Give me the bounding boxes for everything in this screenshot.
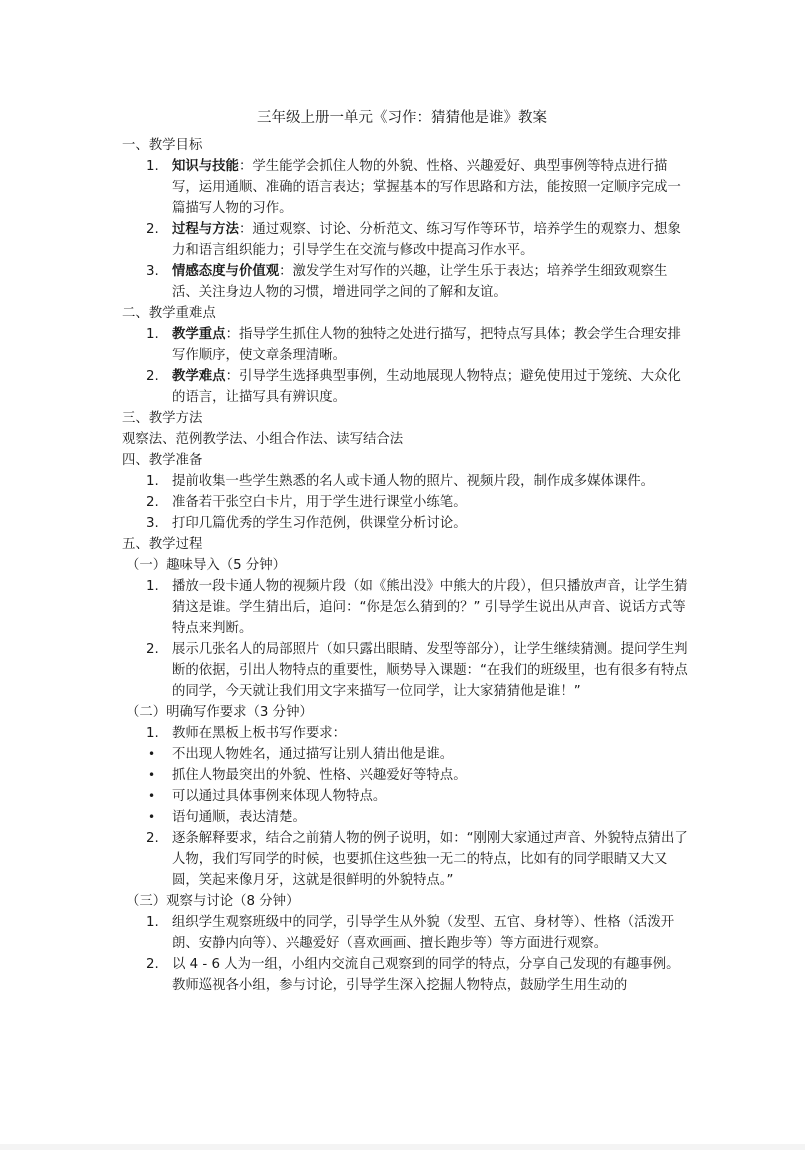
item-label: 知识与技能 [172,159,239,174]
section-heading-key-points: 二、教学重难点 [122,306,216,321]
list-item [122,513,692,534]
list-item [122,639,692,702]
item-number: 2. [146,957,159,972]
item-text: 语句通顺，表达清楚。 [172,810,306,825]
item-label: 教学难点 [172,369,226,384]
item-text: 打印几篇优秀的学生习作范例，供课堂分析讨论。 [172,516,467,531]
list-item [122,912,692,954]
item-text: 逐条解释要求，结合之前猜人物的例子说明，如：“刚刚大家通过声音、外貌特点猜出了人物，我们写同学的时候，也要抓住这些独一无二的特点，比如有的同学眼睛又大又圆，笑起来像月牙，这就是很鲜明的外貌特点。” [172,831,688,888]
item-label: 过程与方法 [172,222,239,237]
item-text: ：指导学生抓住人物的独特之处进行描写，把特点写具体；教会学生合理安排写作顺序，使文章条理清晰。 [172,327,681,363]
item-text: 可以通过具体事例来体现人物特点。 [172,789,387,804]
item-number: 1. [146,159,159,174]
list-item [122,576,692,639]
item-number: 2. [146,642,159,657]
section-heading-methods: 三、教学方法 [122,411,203,426]
item-number: 1. [146,579,159,594]
item-text: 不出现人物姓名，通过描写让别人猜出他是谁。 [172,747,454,762]
document-title: 三年级上册一单元《习作：猜猜他是谁》教案 [257,110,547,126]
list-item [122,471,692,492]
list-item [122,366,692,408]
item-number: 1. [146,327,159,342]
requirements-bullets [122,744,692,828]
bullet-item [122,807,692,828]
section-heading-process: 五、教学过程 [122,537,203,552]
item-number: 2. [146,222,159,237]
requirements-list-continued [122,828,692,891]
item-text: 组织学生观察班级中的同学，引导学生从外貌（发型、五官、身材等）、性格（活泼开朗、安静内向等）、兴趣爱好（喜欢画画、擅长跑步等）等方面进行观察。 [172,915,675,951]
item-text: 播放一段卡通人物的视频片段（如《熊出没》中熊大的片段），但只播放声音，让学生猜猜这是谁。学生猜出后，追问：“你是怎么猜到的？” 引导学生说出从声音、说话方式等特点来判断。 [172,579,688,636]
intro-list [122,576,692,702]
item-text: ：通过观察、讨论、分析范文、练习写作等环节，培养学生的观察力、想象力和语言组织能力；引导学生在交流与修改中提高习作水平。 [172,222,681,258]
list-item [122,954,692,996]
item-text: ：引导学生选择典型事例，生动地展现人物特点；避免使用过于笼统、大众化的语言，让描写具有辨识度。 [172,369,681,405]
item-text: 抓住人物最突出的外貌、性格、兴趣爱好等特点。 [172,768,467,783]
subsection-heading-observation: （三）观察与讨论（8 分钟） [126,894,300,909]
objectives-list [122,156,692,303]
list-item [122,219,692,261]
list-item [122,156,692,219]
subsection-heading-intro: （一）趣味导入（5 分钟） [126,558,287,573]
item-number: 1. [146,915,159,930]
item-text: 提前收集一些学生熟悉的名人或卡通人物的照片、视频片段，制作成多媒体课件。 [172,474,655,489]
methods-text: 观察法、范例教学法、小组合作法、读写结合法 [122,432,404,447]
preparation-list [122,471,692,534]
list-item [122,723,692,744]
item-number: 1. [146,726,159,741]
item-text: 以 4 - 6 人为一组，小组内交流自己观察到的同学的特点，分享自己发现的有趣事例。教师巡视各小组，参与讨论，引导学生深入挖掘人物特点，鼓励学生用生动的 [172,957,680,993]
item-text: 展示几张名人的局部照片（如只露出眼睛、发型等部分），让学生继续猜测。提问学生判断的依据，引出人物特点的重要性，顺势导入课题：“在我们的班级里，也有很多有特点的同学，今天就让我们用文字来描写一位同学，让大家猜猜他是谁！” [172,642,688,699]
bullet-icon: • [148,810,156,824]
item-number: 2. [146,369,159,384]
item-text: ：激发学生对写作的兴趣，让学生乐于表达；培养学生细致观察生活、关注身边人物的习惯，增进同学之间的了解和友谊。 [172,264,668,300]
list-item [122,261,692,303]
item-number: 1. [146,474,159,489]
document-body [122,108,692,996]
section-heading-preparation: 四、教学准备 [122,453,203,468]
observation-list [122,912,692,996]
item-number: 2. [146,831,159,846]
item-text: ：学生能学会抓住人物的外貌、性格、兴趣爱好、典型事例等特点进行描写，运用通顺、准确的语言表达；掌握基本的写作思路和方法，能按照一定顺序完成一篇描写人物的习作。 [172,159,681,216]
item-label: 教学重点 [172,327,226,342]
item-number: 2. [146,495,159,510]
bullet-icon: • [148,789,156,803]
bullet-item [122,786,692,807]
list-item [122,828,692,891]
list-item [122,324,692,366]
bullet-item [122,765,692,786]
section-heading-objectives: 一、教学目标 [122,138,203,153]
key-points-list [122,324,692,408]
requirements-list [122,723,692,744]
item-number: 3. [146,516,159,531]
subsection-heading-requirements: （二）明确写作要求（3 分钟） [126,705,313,720]
item-number: 3. [146,264,159,279]
list-item [122,492,692,513]
item-text: 教师在黑板上板书写作要求： [172,726,347,741]
item-text: 准备若干张空白卡片，用于学生进行课堂小练笔。 [172,495,467,510]
bullet-item [122,744,692,765]
bullet-icon: • [148,747,156,761]
item-label: 情感态度与价值观 [172,264,280,279]
bullet-icon: • [148,768,156,782]
